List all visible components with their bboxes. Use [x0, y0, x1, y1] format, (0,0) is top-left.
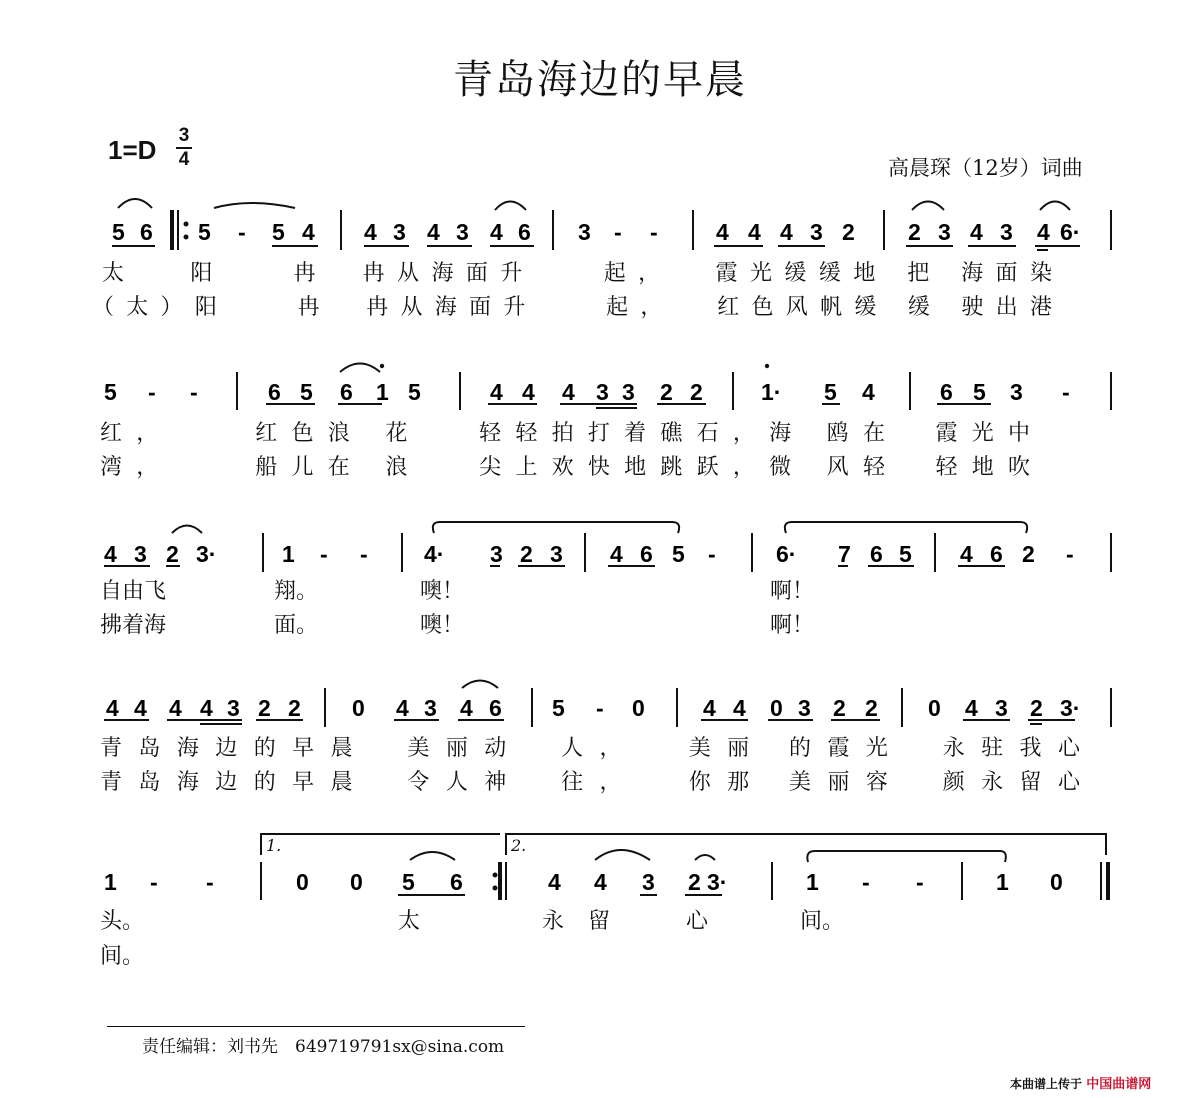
svg-text:-: - — [596, 695, 604, 721]
svg-text:4: 4 — [780, 219, 793, 245]
svg-text:0: 0 — [352, 695, 365, 721]
svg-text:4: 4 — [460, 695, 473, 721]
svg-text:3·: 3· — [196, 541, 217, 567]
svg-text:红， 红色浪 花 轻轻拍打着礁石，海 鸥在 霞光中: 红， 红色浪 花 轻轻拍打着礁石，海 鸥在 霞光中 — [100, 421, 1030, 446]
svg-text:4: 4 — [427, 219, 440, 245]
svg-text:2: 2 — [908, 219, 921, 245]
site-logo: 中国曲谱网 — [1086, 1077, 1152, 1092]
svg-text:4: 4 — [703, 695, 716, 721]
svg-text:-: - — [190, 379, 198, 405]
svg-text:5: 5 — [552, 695, 565, 721]
svg-text:0: 0 — [928, 695, 941, 721]
svg-text:0: 0 — [296, 869, 309, 895]
svg-text:3: 3 — [1000, 219, 1013, 245]
svg-text:6: 6 — [140, 219, 153, 245]
svg-text:2: 2 — [258, 695, 271, 721]
svg-text:噢！: 噢！ — [420, 613, 465, 638]
svg-text:2: 2 — [520, 541, 533, 567]
svg-text:3: 3 — [456, 219, 469, 245]
svg-text:4: 4 — [396, 695, 409, 721]
svg-text:3: 3 — [995, 695, 1008, 721]
svg-text:3: 3 — [134, 541, 147, 567]
svg-text:5: 5 — [824, 379, 837, 405]
svg-text:6: 6 — [940, 379, 953, 405]
svg-text:翔。: 翔。 — [274, 579, 319, 604]
svg-text:3: 3 — [622, 379, 635, 405]
svg-text:4: 4 — [302, 219, 315, 245]
svg-text:4: 4 — [490, 379, 503, 405]
svg-text:5: 5 — [973, 379, 986, 405]
svg-text:5: 5 — [272, 219, 285, 245]
svg-text:-: - — [1062, 379, 1070, 405]
svg-text:0: 0 — [632, 695, 645, 721]
svg-text:0: 0 — [770, 695, 783, 721]
svg-text:2: 2 — [166, 541, 179, 567]
svg-text:7: 7 — [838, 541, 851, 567]
svg-text:5: 5 — [402, 869, 415, 895]
svg-text:2: 2 — [690, 379, 703, 405]
svg-text:-: - — [320, 541, 328, 567]
svg-text:间。: 间。 — [800, 909, 845, 934]
svg-text:-: - — [360, 541, 368, 567]
svg-text:3: 3 — [578, 219, 591, 245]
svg-text:心: 心 — [686, 909, 709, 934]
svg-text:留: 留 — [588, 909, 611, 934]
svg-text:2: 2 — [688, 869, 701, 895]
svg-text:1: 1 — [282, 541, 295, 567]
svg-text:4: 4 — [970, 219, 983, 245]
svg-text:1·: 1· — [761, 379, 782, 405]
svg-text:4: 4 — [134, 695, 147, 721]
svg-text:2: 2 — [865, 695, 878, 721]
svg-text:6: 6 — [268, 379, 281, 405]
time-sig-top: 3 — [178, 125, 190, 146]
svg-text:-: - — [1066, 541, 1074, 567]
site-watermark — [1010, 1073, 1151, 1092]
svg-text:2: 2 — [1030, 695, 1043, 721]
svg-text:3: 3 — [550, 541, 563, 567]
svg-text:面。: 面。 — [274, 613, 319, 638]
svg-text:4: 4 — [364, 219, 377, 245]
svg-text:3: 3 — [490, 541, 503, 567]
svg-text:0: 0 — [350, 869, 363, 895]
svg-text:2: 2 — [660, 379, 673, 405]
svg-text:4: 4 — [548, 869, 561, 895]
svg-text:-: - — [206, 869, 214, 895]
svg-text:3·: 3· — [707, 869, 728, 895]
svg-text:4: 4 — [106, 695, 119, 721]
svg-text:3: 3 — [810, 219, 823, 245]
svg-text:6·: 6· — [1060, 219, 1081, 245]
svg-text:6·: 6· — [776, 541, 797, 567]
svg-text:3: 3 — [424, 695, 437, 721]
svg-text:3: 3 — [596, 379, 609, 405]
svg-text:4: 4 — [522, 379, 535, 405]
svg-text:4·: 4· — [424, 541, 445, 567]
svg-text:噢！: 噢！ — [420, 579, 465, 604]
time-sig-bottom: 4 — [178, 149, 190, 170]
svg-text:-: - — [916, 869, 924, 895]
svg-text:湾， 船儿在 浪 尖上欢快地跳跃，微 风轻 轻地吹: 湾， 船儿在 浪 尖上欢快地跳跃，微 风轻 轻地吹 — [100, 455, 1030, 480]
svg-text:5: 5 — [899, 541, 912, 567]
svg-text:拂着海: 拂着海 — [100, 613, 167, 638]
svg-text:6: 6 — [518, 219, 531, 245]
svg-text:6: 6 — [450, 869, 463, 895]
svg-text:4: 4 — [562, 379, 575, 405]
svg-text:0: 0 — [1050, 869, 1063, 895]
svg-text:1: 1 — [806, 869, 819, 895]
editor-credit: 责任编辑：刘书先 649719791sx@sina.com — [142, 1037, 505, 1057]
svg-text:2: 2 — [833, 695, 846, 721]
score-title: 青岛海边的早晨 — [453, 57, 747, 103]
svg-text:3: 3 — [393, 219, 406, 245]
svg-text:青岛海边的早晨 令人神 往， 你那 美丽容 颜永留心: 青岛海边的早晨 令人神 往， 你那 美丽容 颜永留心 — [100, 770, 1080, 795]
volta-2-label: 2. — [511, 836, 527, 855]
svg-text:-: - — [650, 219, 658, 245]
svg-text:头。: 头。 — [100, 909, 145, 934]
svg-text:2: 2 — [842, 219, 855, 245]
svg-text:6: 6 — [340, 379, 353, 405]
svg-text:4: 4 — [862, 379, 875, 405]
svg-text:4: 4 — [960, 541, 973, 567]
footer-divider — [107, 1026, 525, 1027]
svg-text:-: - — [862, 869, 870, 895]
svg-text:4: 4 — [748, 219, 761, 245]
svg-text:4: 4 — [610, 541, 623, 567]
composer-credit: 高晨琛（12岁）词曲 — [888, 156, 1083, 180]
svg-text:5: 5 — [112, 219, 125, 245]
svg-text:永: 永 — [542, 909, 565, 934]
svg-text:4: 4 — [965, 695, 978, 721]
svg-text:1: 1 — [996, 869, 1009, 895]
svg-text:-: - — [148, 379, 156, 405]
svg-text:啊！: 啊！ — [770, 579, 815, 604]
svg-text:太 阳 冉 冉从海面升 起， 霞光缓缓地 把 海面染: 太 阳 冉 冉从海面升 起， 霞光缓缓地 把 海面染 — [102, 261, 1052, 286]
svg-text:3: 3 — [1010, 379, 1023, 405]
svg-text:（太）阳 冉 冉从海面升 起， 红色风帆缓 缓 驶出港: （太）阳 冉 冉从海面升 起， 红色风帆缓 缓 驶出港 — [92, 295, 1053, 320]
svg-text:4: 4 — [490, 219, 503, 245]
svg-text:3·: 3· — [1060, 695, 1081, 721]
svg-text:4: 4 — [594, 869, 607, 895]
svg-text:6: 6 — [870, 541, 883, 567]
svg-text:3: 3 — [938, 219, 951, 245]
watermark-text: 本曲谱上传于 — [1010, 1077, 1083, 1091]
svg-text:1: 1 — [376, 379, 389, 405]
svg-text:5: 5 — [198, 219, 211, 245]
svg-text:4: 4 — [733, 695, 746, 721]
svg-text:2: 2 — [1022, 541, 1035, 567]
svg-text:啊！: 啊！ — [770, 613, 815, 638]
svg-text:-: - — [238, 219, 246, 245]
svg-text:自由飞: 自由飞 — [100, 579, 167, 604]
svg-text:4: 4 — [200, 695, 213, 721]
svg-text:4: 4 — [104, 541, 117, 567]
svg-text:6: 6 — [990, 541, 1003, 567]
svg-text:青岛海边的早晨 美丽动 人， 美丽 的霞光 永驻我心: 青岛海边的早晨 美丽动 人， 美丽 的霞光 永驻我心 — [100, 736, 1080, 761]
svg-text:3: 3 — [642, 869, 655, 895]
svg-text:太: 太 — [398, 909, 421, 934]
svg-text:3: 3 — [798, 695, 811, 721]
svg-text:6: 6 — [640, 541, 653, 567]
volta-1-label: 1. — [266, 836, 282, 855]
svg-text:-: - — [708, 541, 716, 567]
svg-text:-: - — [150, 869, 158, 895]
svg-text:2: 2 — [288, 695, 301, 721]
svg-text:1: 1 — [104, 869, 117, 895]
svg-text:6: 6 — [489, 695, 502, 721]
svg-text:4: 4 — [1037, 219, 1050, 245]
svg-text:间。: 间。 — [100, 944, 145, 969]
svg-text:-: - — [614, 219, 622, 245]
key-signature: 1=D — [108, 135, 157, 165]
svg-text:3: 3 — [227, 695, 240, 721]
svg-text:5: 5 — [104, 379, 117, 405]
svg-text:4: 4 — [716, 219, 729, 245]
svg-text:5: 5 — [672, 541, 685, 567]
svg-text:5: 5 — [408, 379, 421, 405]
svg-text:4: 4 — [169, 695, 182, 721]
svg-text:5: 5 — [300, 379, 313, 405]
